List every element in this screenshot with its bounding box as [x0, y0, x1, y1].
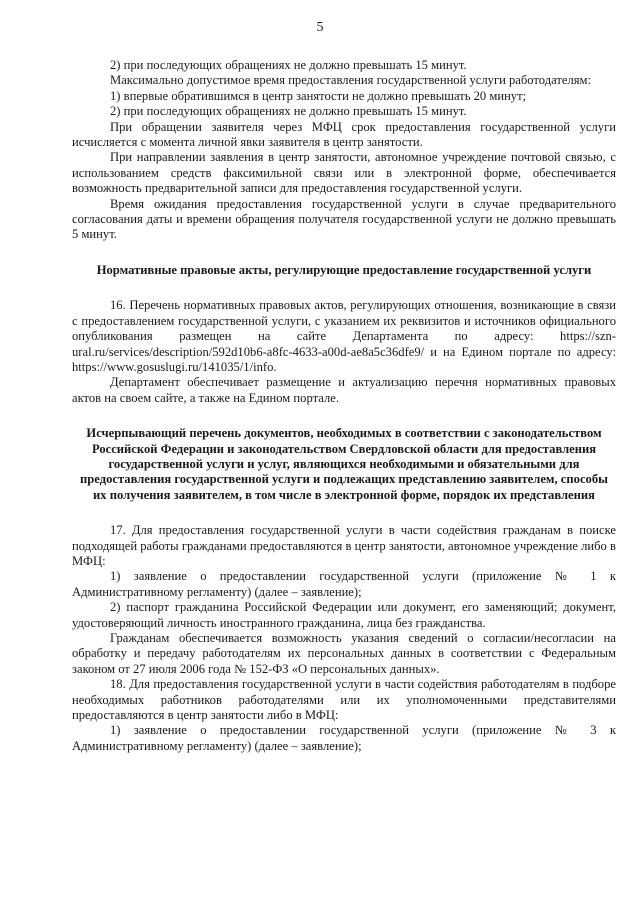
paragraph: Время ожидания предоставления государственной услуги в случае предварительного согласования даты и времени обращения получателя государственной услуги не должно превышать 5 минут. [72, 196, 616, 242]
section-heading: Нормативные правовые акты, регулирующие предоставление государственной услуги [96, 262, 592, 277]
paragraph: При направлении заявления в центр занятости, автономное учреждение почтовой связью, с использованием средств факсимильной связи или в электронной форме, обеспечивается возможность предварительной записи для предоставления государственной услуги. [72, 150, 616, 196]
section-heading: Исчерпывающий перечень документов, необходимых в соответствии с законодательством Российской Федерации и законодательством Свердловской области для предоставления государственной услуги и услуг, являющихся необходимыми и обязательными для предоставления государственной услуги и подлежащих представлению заявителем, способы их получения заявителем, в том числе в электронной форме, порядок их представления [80, 426, 608, 502]
paragraph: 16. Перечень нормативных правовых актов, регулирующих отношения, возникающие в связи с предоставлением государственной услуги, с указанием их реквизитов и источников официального опубликования размещен на сайте Департамента по адресу: https://szn-ural.ru/services/description/592d10b6-a8fc-4633-a00d-ae8a5c36dfe9/ и на Едином портале по адресу: https://www.gosuslugi.ru/141035/1/info. [72, 298, 616, 374]
paragraph: 1) заявление о предоставлении государственной услуги (приложение № 3 к Административному регламенту) (далее – заявление); [72, 723, 616, 753]
paragraph: 17. Для предоставления государственной услуги в части содействия гражданам в поиске подходящей работы гражданами предоставляются в центр занятости, автономное учреждение либо в МФЦ: [72, 523, 616, 568]
page-number: 5 [316, 20, 324, 35]
paragraph: Максимально допустимое время предоставления государственной услуги работодателям: [110, 73, 592, 88]
paragraph: 2) при последующих обращениях не должно превышать 15 минут. [110, 104, 467, 119]
paragraph: 1) заявление о предоставлении государственной услуги (приложение № 1 к Административному регламенту) (далее – заявление); [72, 569, 616, 599]
paragraph: 18. Для предоставления государственной услуги в части содействия работодателям в подборе необходимых работников работодателями или их уполномоченными представителями предоставляются в центр занятости либо в МФЦ: [72, 677, 616, 723]
paragraph: 1) впервые обратившимся в центр занятости не должно превышать 20 минут; [110, 88, 527, 103]
page-body [72, 58, 616, 754]
paragraph: 2) при последующих обращениях не должно превышать 15 минут. [110, 58, 467, 72]
paragraph: 2) паспорт гражданина Российской Федерации или документ, его заменяющий; документ, удостоверяющий личность иностранного гражданина, лица без гражданства. [72, 600, 616, 630]
paragraph: Гражданам обеспечивается возможность указания сведений о согласии/несогласии на обработку и передачу работодателям их персональных данных в соответствии с Федеральным законом от 27 июля 2006 года № 152-ФЗ «О персональных данных». [72, 631, 616, 676]
paragraph: При обращении заявителя через МФЦ срок предоставления государственной услуги исчисляется с момента личной явки заявителя в центр занятости. [72, 119, 616, 150]
paragraph: Департамент обеспечивает размещение и актуализацию перечня нормативных правовых актов на своем сайте, а также на Едином портале. [72, 375, 616, 405]
